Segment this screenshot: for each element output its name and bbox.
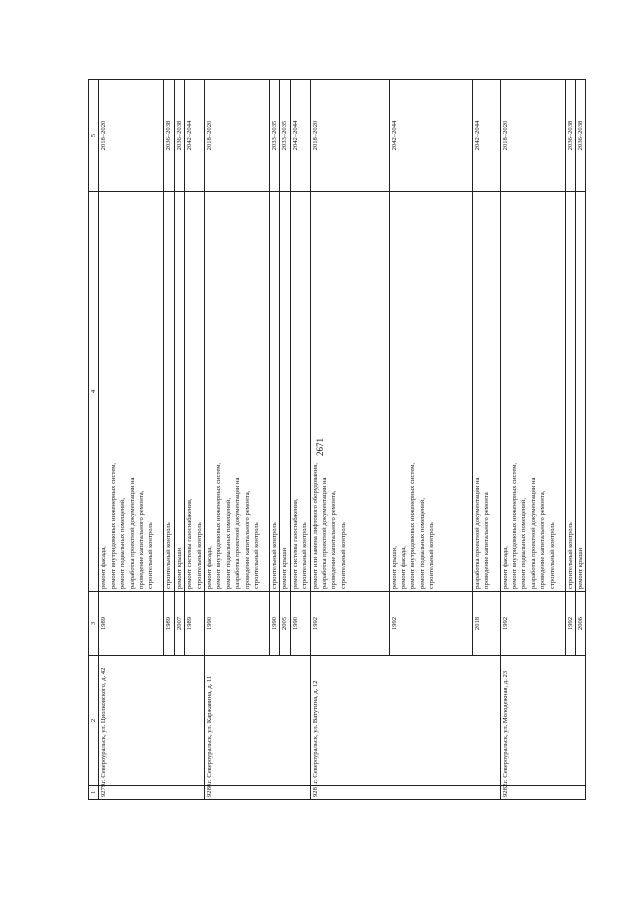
work-line: проведение капитального ремонта, <box>330 490 338 589</box>
year-cell: 2005 <box>280 592 290 656</box>
work-cell <box>270 192 280 592</box>
col-header: 1 <box>89 786 99 800</box>
work-line: строительный контроль <box>339 522 347 589</box>
work-line: строительный контроль <box>566 522 574 589</box>
work-line: ремонт подвальных помещений, <box>224 498 232 589</box>
period-cell: 2018–2020 <box>205 80 270 192</box>
period-cell: 2018–2020 <box>99 80 164 192</box>
year-cell: 1989 <box>99 592 164 656</box>
year-cell: 2006 <box>576 592 586 656</box>
work-line: ремонт внутридомовых инженерных систем, <box>109 462 117 589</box>
work-line: ремонт системы газоснабжения, <box>291 498 299 589</box>
row-number: 9281. <box>310 786 500 800</box>
work-line: строительный контроль <box>165 522 173 589</box>
work-line: строительный контроль <box>147 522 155 589</box>
address-cell: г. Североуральск, ул. Каржавина, д. 11 <box>205 656 311 786</box>
work-line: ремонт подвальных помещений, <box>520 498 528 589</box>
period-cell: 2042–2044 <box>389 80 472 192</box>
address-cell: г. Североуральск, ул. Циолковского, д. 42 <box>99 656 205 786</box>
work-line: разработка проектной документации на <box>234 477 242 589</box>
year-cell: 1990 <box>270 592 280 656</box>
work-line: ремонт фасада, <box>206 546 214 589</box>
work-line: ремонт подвальных помещений, <box>418 498 426 589</box>
work-line: разработка проектной документации на <box>473 477 481 589</box>
col-header: 4 <box>89 192 99 592</box>
period-cell: 2033–2035 <box>270 80 280 192</box>
work-line: проведение капитального ремонта, <box>138 490 146 589</box>
work-line: разработка проектной документации на <box>321 477 329 589</box>
col-header: 2 <box>89 656 99 786</box>
table-row <box>500 80 565 800</box>
work-line: разработка проектной документации на <box>529 477 537 589</box>
page-number-text: 2671 <box>315 438 325 456</box>
year-cell: 1992 <box>500 592 565 656</box>
period-cell: 2036–2038 <box>174 80 184 192</box>
work-line: ремонт внутридомовых инженерных систем, <box>215 462 223 589</box>
work-line: проведение капитального ремонта <box>483 492 491 589</box>
table-row <box>310 80 389 800</box>
work-cell <box>565 192 575 592</box>
work-cell <box>576 192 586 592</box>
work-cell <box>389 192 472 592</box>
year-cell: 1992 <box>565 592 575 656</box>
year-cell: 1990 <box>290 592 310 656</box>
year-cell: 2007 <box>174 592 184 656</box>
work-line: строительный контроль <box>271 522 279 589</box>
period-cell: 2042–2044 <box>185 80 205 192</box>
work-line: ремонт крыши <box>175 547 183 589</box>
table-row <box>99 80 164 800</box>
work-cell <box>185 192 205 592</box>
work-line: ремонт фасада, <box>100 546 108 589</box>
period-cell: 2036–2038 <box>565 80 575 192</box>
year-cell: 1992 <box>389 592 472 656</box>
work-line: строительный контроль <box>301 522 309 589</box>
work-cell <box>500 192 565 592</box>
period-cell: 2036–2038 <box>164 80 174 192</box>
row-number: 9279. <box>99 786 205 800</box>
address-cell: г. Североуральск, ул. Ватутина, д. 12 <box>310 656 500 786</box>
work-line: ремонт подвальных помещений, <box>119 498 127 589</box>
work-line: ремонт внутридомовых инженерных систем, <box>511 462 519 589</box>
work-cell <box>280 192 290 592</box>
work-line: ремонт крыши <box>281 547 289 589</box>
work-line: ремонт внутридомовых инженерных систем, <box>409 462 417 589</box>
row-number: 9282. <box>500 786 586 800</box>
work-cell <box>174 192 184 592</box>
header-row <box>89 80 99 800</box>
work-line: ремонт системы газоснабжения, <box>186 498 194 589</box>
work-cell <box>99 192 164 592</box>
table-body <box>99 80 586 800</box>
work-line: ремонт крыши, <box>390 546 398 589</box>
col-header: 5 <box>89 80 99 192</box>
rotated-table-frame <box>88 80 602 800</box>
period-cell: 2042–2044 <box>472 80 500 192</box>
work-line: разработка проектной документации на <box>128 477 136 589</box>
col-header: 3 <box>89 592 99 656</box>
period-cell: 2036–2038 <box>576 80 586 192</box>
work-cell <box>205 192 270 592</box>
repair-schedule-table <box>88 79 586 800</box>
year-cell: 1989 <box>185 592 205 656</box>
year-cell: 1992 <box>310 592 389 656</box>
work-line: ремонт фасада, <box>501 546 509 589</box>
work-line: проведение капитального ремонта, <box>243 490 251 589</box>
work-line: ремонт или замена лифтового оборудования, <box>311 463 319 589</box>
work-cell <box>310 192 389 592</box>
work-cell <box>164 192 174 592</box>
row-number: 9280. <box>205 786 311 800</box>
period-cell: 2018–2020 <box>310 80 389 192</box>
work-line: строительный контроль <box>253 522 261 589</box>
work-line: ремонт крыши <box>577 547 585 589</box>
work-line: проведение капитального ремонта, <box>539 490 547 589</box>
work-line: строительный контроль <box>428 522 436 589</box>
work-line: ремонт фасада, <box>400 546 408 589</box>
year-cell: 1989 <box>164 592 174 656</box>
work-line: строительный контроль <box>195 522 203 589</box>
work-cell <box>472 192 500 592</box>
year-cell: 1990 <box>205 592 270 656</box>
work-cell <box>290 192 310 592</box>
year-cell: 2018 <box>472 592 500 656</box>
table-row <box>205 80 270 800</box>
period-cell: 2033–2035 <box>280 80 290 192</box>
work-line: строительный контроль <box>548 522 556 589</box>
period-cell: 2018–2020 <box>500 80 565 192</box>
address-cell: г. Североуральск, ул. Молодежная, д. 23 <box>500 656 586 786</box>
period-cell: 2042–2044 <box>290 80 310 192</box>
